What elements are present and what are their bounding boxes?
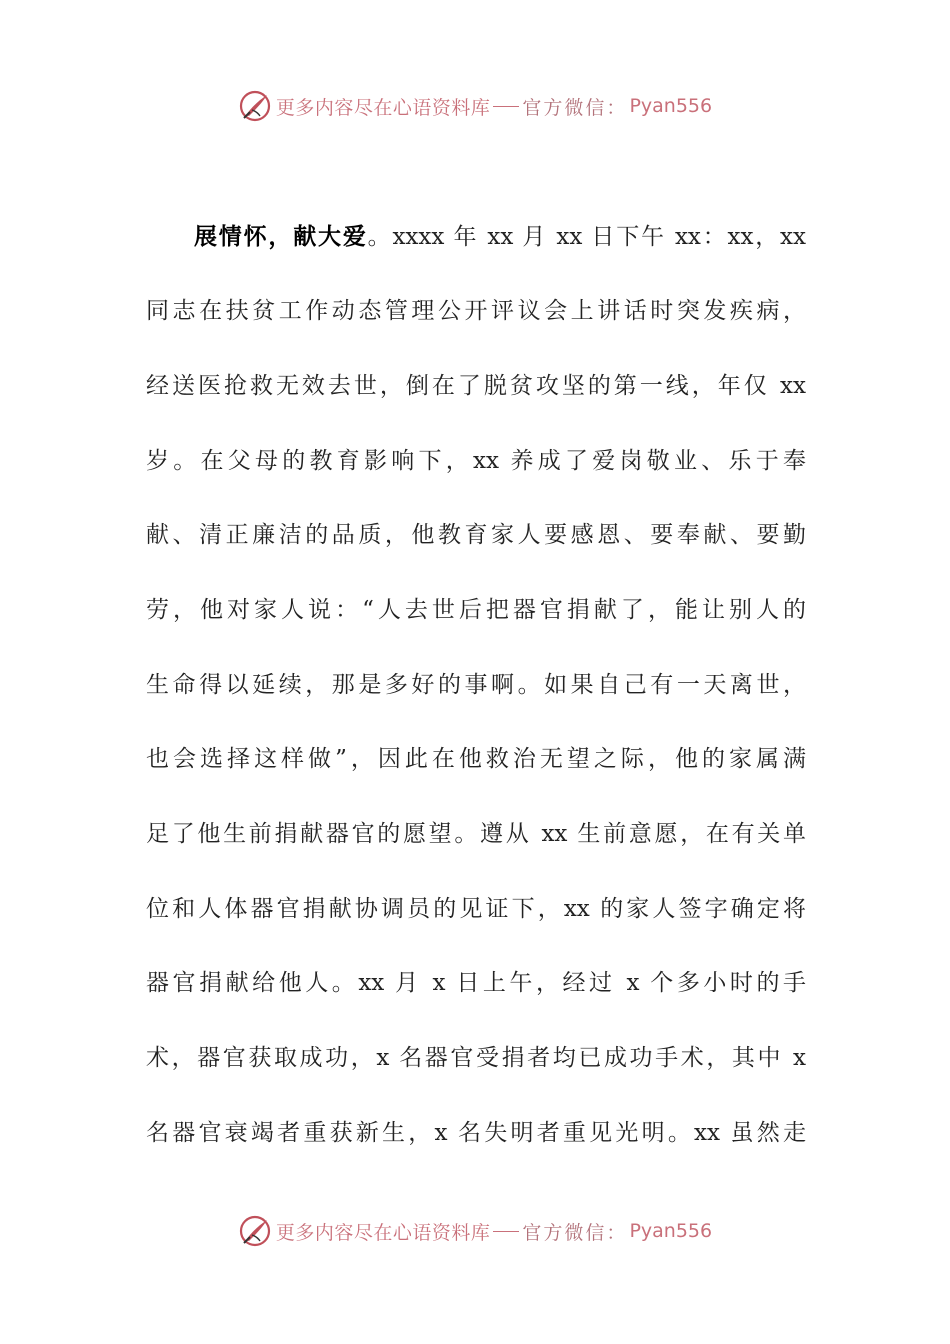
footer-watermark-banner (0, 1211, 950, 1251)
quill-pen-logo-icon (238, 1214, 272, 1248)
paragraph-line-text: 。xxxx 年 xx 月 xx 日下午 xx：xx，xx (367, 224, 806, 250)
paragraph-line: 器官捐献给他人。xx 月 x 日上午，经过 x 个多小时的手 (146, 970, 806, 996)
quill-pen-logo-icon (238, 89, 272, 123)
banner-wechat-label: 官方微信： (522, 1221, 628, 1244)
banner-wechat-label: 官方微信： (522, 96, 628, 119)
paragraph-line: 岁。在父母的教育影响下，xx 养成了爱岗敬业、乐于奉 (146, 448, 806, 474)
paragraph-line: 足了他生前捐献器官的愿望。遵从 xx 生前意愿，在有关单 (146, 821, 806, 847)
paragraph-line: 献、清正廉洁的品质，他教育家人要感恩、要奉献、要勤 (146, 522, 806, 548)
paragraph-line: 经送医抢救无效去世，倒在了脱贫攻坚的第一线，年仅 xx (146, 373, 806, 399)
paragraph-line: 同志在扶贫工作动态管理公开评议会上讲话时突发疾病， (146, 298, 806, 324)
banner-dash-divider (493, 1231, 519, 1232)
paragraph-line: 劳，他对家人说：“人去世后把器官捐献了，能让别人的 (146, 597, 806, 623)
banner-wechat-id: Pyan556 (629, 95, 713, 117)
paragraph-line (194, 217, 806, 257)
paragraph-line: 术，器官获取成功，x 名器官受捐者均已成功手术，其中 x (146, 1045, 806, 1071)
banner-main-text: 更多内容尽在心语资料库 (275, 96, 491, 119)
banner-wechat-id: Pyan556 (629, 1220, 713, 1242)
paragraph-line: 名器官衰竭者重获新生，x 名失明者重见光明。xx 虽然走 (146, 1120, 806, 1146)
header-watermark-banner (0, 86, 950, 126)
paragraph-line: 位和人体器官捐献协调员的见证下，xx 的家人签字确定将 (146, 896, 806, 922)
paragraph-line: 生命得以延续，那是多好的事啊。如果自己有一天离世， (146, 672, 806, 698)
paragraph-heading: 展情怀，献大爱 (194, 224, 368, 250)
banner-dash-divider (493, 106, 519, 107)
banner-main-text: 更多内容尽在心语资料库 (275, 1221, 491, 1244)
paragraph-line: 也会选择这样做”，因此在他救治无望之际，他的家属满 (146, 746, 806, 772)
